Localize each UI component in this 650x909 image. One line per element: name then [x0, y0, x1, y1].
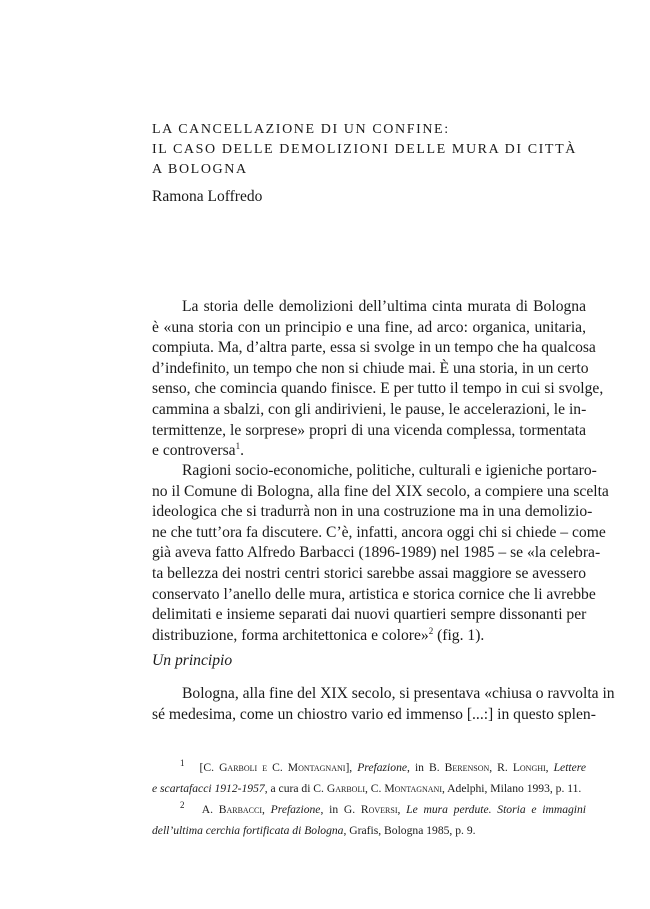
text-fragment: Garboli e C. Montagnani: [219, 761, 346, 774]
text-fragment: dell’ultima cerchia fortificata di Bologna: [152, 824, 344, 837]
text-fragment: (fig. 1).: [433, 626, 485, 644]
text-fragment: Longhi: [512, 761, 546, 774]
footnote-1: [152, 757, 586, 778]
text-fragment: Lettere: [553, 761, 587, 774]
text-line: sé medesima, come un chiostro vario ed immenso [...:] in questo splen-: [152, 705, 596, 723]
text-fragment: , Grafis, Bologna 1985, p. 9.: [343, 824, 476, 837]
text-line: [152, 626, 586, 647]
text-line: Ragioni socio-economiche, politiche, culturali e igieniche portaro-: [182, 462, 597, 479]
text-line: è «una storia con un principio e una fine, ad arco: organica, unitaria,: [152, 318, 586, 336]
text-fragment: Garboli: [326, 782, 365, 795]
footnotes: [152, 757, 586, 841]
text-fragment: Barbacci: [218, 803, 263, 816]
title-line: IL CASO DELLE DEMOLIZIONI DELLE MURA DI CITTÀ: [152, 142, 577, 157]
title-line: A BOLOGNA: [152, 162, 248, 177]
text-line: conservato l’anello delle mura, artistica e storica cornice che li avrebbe: [152, 585, 596, 603]
text-line: senso, che comincia quando finisce. E per tutto il tempo in cui si svolge,: [152, 380, 604, 398]
text-fragment: , in B.: [407, 761, 445, 774]
text-line: no il Comune di Bologna, alla fine del XIX secolo, a compiere una scelta: [152, 482, 609, 500]
title-line: LA CANCELLAZIONE DI UN CONFINE:: [152, 122, 450, 137]
footnote-ref: 2: [428, 625, 434, 636]
text-line: ta bellezza dei nostri centri storici sarebbe assai maggiore se avessero: [152, 564, 586, 582]
author-name: Ramona Loffredo: [152, 188, 263, 205]
text-fragment: A.: [201, 803, 219, 816]
text-fragment: ,: [262, 803, 271, 816]
footnote-1-cont: [152, 778, 586, 799]
text-fragment: , a cura di C.: [264, 782, 327, 795]
text-fragment: e scartafacci 1912-1957: [152, 782, 265, 795]
text-line: d’indefinito, un tempo che non si chiude mai. È una storia, in un certo: [152, 359, 589, 377]
text-fragment: , R.: [489, 761, 513, 774]
text-fragment: , in G.: [320, 803, 361, 816]
text-line: cammina a sbalzi, con gli andirivieni, le pause, le accelerazioni, le in-: [152, 400, 587, 418]
text-line: La storia delle demolizioni dell’ultima cinta murata di Bologna: [182, 298, 586, 315]
paragraph-2: [152, 461, 609, 646]
text-line: ideologica che si tradurrà non in una costruzione ma in una demolizio-: [152, 503, 593, 521]
footnote-ref: 1: [235, 440, 241, 451]
text-fragment: , C.: [365, 782, 385, 795]
text-fragment: , Adelphi, Milano 1993, p. 11.: [442, 782, 582, 795]
text-fragment: [C.: [199, 761, 220, 774]
paragraph-1: [152, 297, 604, 462]
paragraph-3: [152, 684, 615, 725]
footnote-2-cont: [152, 820, 586, 841]
text-line: ne che tutt’ora fa discutere. C’è, infatti, ancora oggi chi si chiede – come: [152, 523, 606, 541]
text-fragment: Berenson: [444, 761, 490, 774]
text-fragment: ,: [545, 761, 554, 774]
text-fragment: Prefazione: [270, 803, 321, 816]
text-line: Bologna, alla fine del XIX secolo, si presentava «chiusa o ravvolta in: [182, 685, 615, 702]
text-fragment: Le mura perdute. Storia e immagini: [406, 803, 587, 816]
text-line: e controversa$^1$.: [152, 440, 244, 460]
text-fragment: ],: [345, 761, 358, 774]
text-fragment: Prefazione: [357, 761, 408, 774]
footnote-number: 1: [180, 758, 185, 769]
text-fragment: Roversi: [360, 803, 398, 816]
text-line: già aveva fatto Alfredo Barbacci (1896-1989) nel 1985 – se «la celebra-: [152, 544, 601, 562]
text-line: delimitati e insieme separati dai nuovi quartieri sempre dissonanti per: [152, 606, 587, 624]
text-fragment: e controversa: [152, 442, 236, 460]
text-line: compiuta. Ma, d’altra parte, essa si svolge in un tempo che ha qualcosa: [152, 339, 596, 357]
footnote-2: [152, 799, 586, 820]
section-heading: Un principio: [152, 652, 233, 669]
text-fragment: ,: [397, 803, 407, 816]
text-line: termittenze, le sorprese» propri di una vicenda complessa, tormentata: [152, 421, 586, 439]
footnote-number: 2: [180, 800, 185, 811]
text-fragment: Montagnani: [384, 782, 442, 795]
chapter-title: [152, 120, 592, 180]
text-fragment: distribuzione, forma architettonica e colore»: [152, 626, 429, 644]
